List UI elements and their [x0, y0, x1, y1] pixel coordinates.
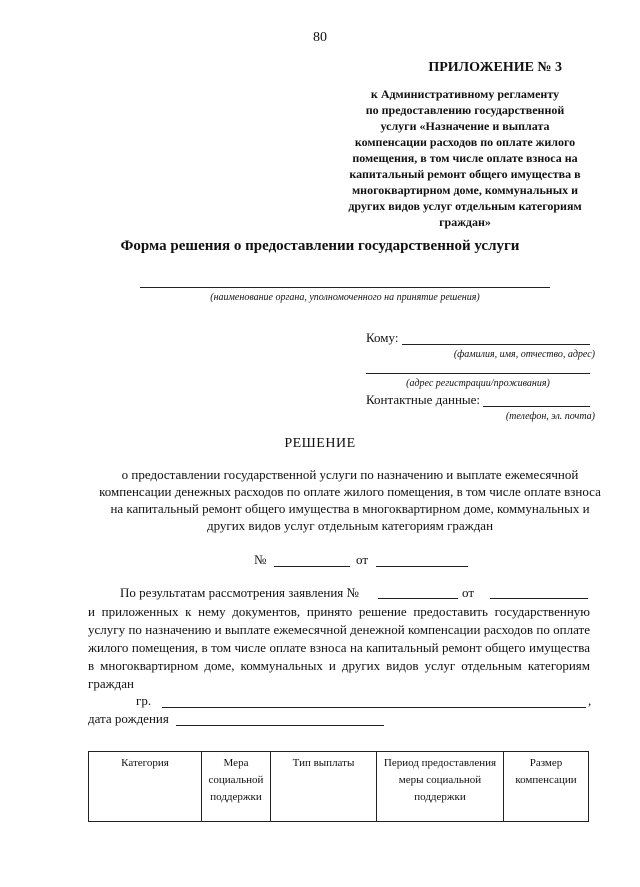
decision-date-field[interactable]	[376, 566, 468, 567]
header-category: Категория	[89, 752, 202, 822]
payment-table	[88, 751, 589, 822]
contacts-label: Контактные данные:	[366, 392, 481, 407]
birth-date-label: дата рождения	[88, 711, 169, 726]
birth-date-field[interactable]	[176, 725, 384, 726]
subject-line: компенсации денежных расходов по оплате жилого помещения, в том числе оплате взноса	[99, 484, 601, 499]
header-compensation-amount: Размер компенсации	[504, 752, 589, 822]
subject-line: других видов услуг отдельным категориям граждан	[206, 518, 494, 533]
recipient-name-line[interactable]	[402, 344, 590, 345]
subject-line: о предоставлении государственной услуги по назначению и выплате ежемесячной	[121, 467, 579, 482]
authority-caption: (наименование органа, уполномоченного на принятие решения)	[210, 292, 480, 303]
appendix-line: компенсации расходов по оплате жилого	[354, 135, 576, 149]
to-label: Кому:	[366, 330, 399, 345]
decision-number-field[interactable]	[274, 566, 350, 567]
application-number-field[interactable]	[378, 598, 458, 599]
header-period: Период предоставления меры социальной поддержки	[377, 752, 504, 822]
appendix-line: по предоставлению государственной	[365, 103, 565, 117]
appendix-line: услуги «Назначение и выплата	[380, 119, 550, 133]
citizen-name-field[interactable]	[162, 707, 586, 708]
appendix-line: других видов услуг отдельным категориям	[348, 199, 582, 213]
decision-subject	[95, 466, 605, 534]
body-paragraph: и приложенных к нему документов, принято решение предоставить государственную услугу по назначению и выплате ежемесячной денежной компенсации расходов по оплате жилого помещения, в том числе оплате взноса на капитальный ремонт общего имущества в многоквартирном доме, коммунальных и других видов услуг отдельным категориям граждан	[88, 604, 590, 691]
header-support-measure: Мера социальной поддержки	[202, 752, 271, 822]
recipient-address-caption: (адрес регистрации/проживания)	[406, 378, 550, 389]
subject-line: на капитальный ремонт общего имущества в многоквартирном доме, коммунальных и	[110, 501, 590, 516]
recipient-name-caption: (фамилия, имя, отчество, адрес)	[453, 349, 595, 360]
form-title: Форма решения о предоставлении государственной услуги	[120, 238, 520, 254]
application-date-label: от	[462, 585, 475, 600]
appendix-line: помещения, в том числе оплате взноса на	[352, 151, 578, 165]
authority-name-line[interactable]	[140, 287, 550, 288]
appendix-title: ПРИЛОЖЕНИЕ № 3	[428, 60, 562, 75]
decision-title: РЕШЕНИЕ	[284, 436, 356, 451]
appendix-line: граждан»	[439, 215, 491, 229]
appendix-reference	[330, 86, 600, 230]
contacts-caption: (телефон, эл. почта)	[505, 411, 595, 422]
citizen-label: гр.	[136, 693, 152, 708]
appendix-line: капитальный ремонт общего имущества в	[349, 167, 581, 181]
appendix-line: к Административному регламенту	[370, 87, 560, 101]
contacts-line[interactable]	[483, 406, 590, 407]
body-first-line: По результатам рассмотрения заявления №	[120, 585, 359, 600]
application-date-field[interactable]	[490, 598, 588, 599]
citizen-comma: ,	[588, 693, 592, 708]
table-header-row	[89, 752, 589, 822]
header-payment-type: Тип выплаты	[271, 752, 377, 822]
decision-date-label: от	[356, 552, 369, 567]
appendix-line: многоквартирном доме, коммунальных и	[351, 183, 578, 197]
page-number: 80	[313, 30, 327, 45]
recipient-address-line[interactable]	[366, 373, 590, 374]
decision-number-label: №	[254, 552, 267, 567]
